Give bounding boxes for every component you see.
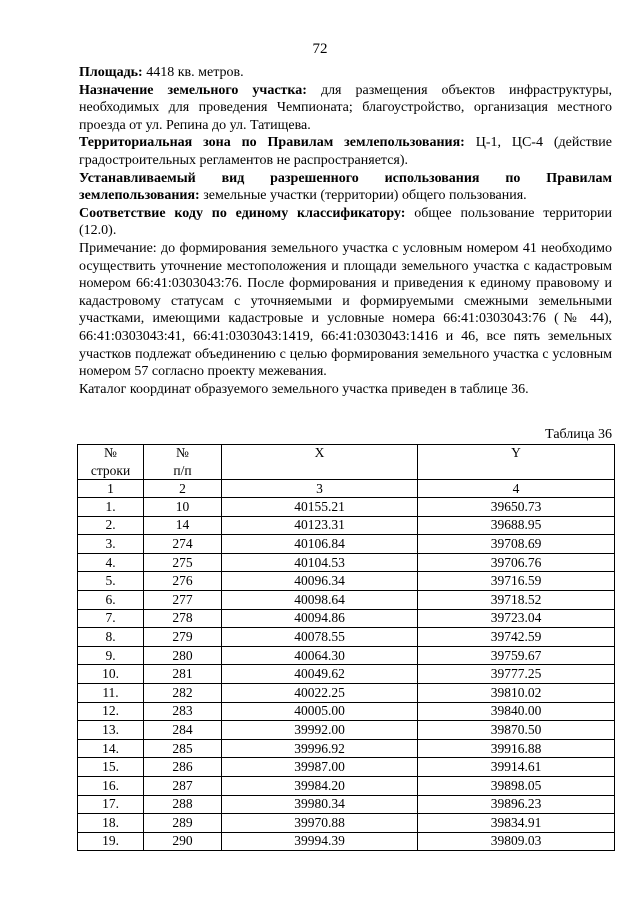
header-row-number-label: строки (78, 462, 144, 480)
point-number-cell: 278 (144, 609, 222, 628)
x-coordinate-cell: 40155.21 (222, 498, 418, 517)
row-number-cell: 6. (78, 590, 144, 609)
x-coordinate-cell: 40094.86 (222, 609, 418, 628)
area-value: 4418 кв. метров. (142, 65, 244, 80)
table-row (78, 498, 615, 517)
y-coordinate-cell: 39896.23 (418, 795, 615, 814)
header-point-number-symbol: № (144, 445, 222, 463)
point-number-cell: 288 (144, 795, 222, 814)
table-row (78, 721, 615, 740)
point-number-cell: 285 (144, 739, 222, 758)
row-number-cell: 3. (78, 535, 144, 554)
point-number-cell: 284 (144, 721, 222, 740)
y-coordinate-cell: 39840.00 (418, 702, 615, 721)
header-x: X (222, 445, 418, 480)
row-number-cell: 7. (78, 609, 144, 628)
page-number: 72 (312, 41, 328, 57)
x-coordinate-cell: 40022.25 (222, 683, 418, 702)
area-label: Площадь: (79, 65, 143, 80)
row-number-cell: 18. (78, 814, 144, 833)
row-number-cell: 17. (78, 795, 144, 814)
classifier-paragraph (79, 205, 612, 240)
point-number-cell: 274 (144, 535, 222, 554)
purpose-value: для размещения объектов инфраструктуры, необходимых для проведения Чемпионата; благоустройство, организация местного проезда от ул. Репина до ул. Татищева. (79, 82, 612, 133)
column-number: 3 (222, 480, 418, 498)
table-row (78, 590, 615, 609)
purpose-paragraph (79, 82, 612, 135)
table-row (78, 758, 615, 777)
y-coordinate-cell: 39650.73 (418, 498, 615, 517)
note-text: Примечание: до формирования земельного участка с условным номером 41 необходимо осуществить уточнение местоположения и площади земельного участка с кадастровым номером 66:41:0303043:76. После формирования и приведения к единому правовому и кадастровому статусам с уточняемыми и формируемыми смежными земельными участками, имеющими кадастровые и условные номера 66:41:0303043:76 (№ 44), 66:41:0303043:41, 66:41:0303043:1419, 66:41:0303043:1416 и 46, все пять земельных участков подлежат объединению с целью формирования земельного участка с условным номером 57 согласно проекту межевания. (79, 240, 612, 380)
column-number: 1 (78, 480, 144, 498)
zone-paragraph (79, 134, 612, 169)
column-number: 2 (144, 480, 222, 498)
x-coordinate-cell: 40104.53 (222, 553, 418, 572)
row-number-cell: 9. (78, 646, 144, 665)
x-coordinate-cell: 40049.62 (222, 665, 418, 684)
header-row-number-symbol: № (78, 445, 144, 463)
y-coordinate-cell: 39742.59 (418, 628, 615, 647)
row-number-cell: 5. (78, 572, 144, 591)
point-number-cell: 283 (144, 702, 222, 721)
row-number-cell: 15. (78, 758, 144, 777)
document-body (79, 64, 612, 398)
y-coordinate-cell: 39810.02 (418, 683, 615, 702)
x-coordinate-cell: 40078.55 (222, 628, 418, 647)
y-coordinate-cell: 39708.69 (418, 535, 615, 554)
header-point-number-label: п/п (144, 462, 222, 480)
column-number: 4 (418, 480, 615, 498)
catalog-text: Каталог координат образуемого земельного участка приведен в таблице 36. (79, 381, 529, 397)
table-row (78, 553, 615, 572)
point-number-cell: 280 (144, 646, 222, 665)
point-number-cell: 276 (144, 572, 222, 591)
x-coordinate-cell: 39980.34 (222, 795, 418, 814)
y-coordinate-cell: 39706.76 (418, 553, 615, 572)
x-coordinate-cell: 39970.88 (222, 814, 418, 833)
point-number-cell: 287 (144, 776, 222, 795)
table-header-row (78, 445, 615, 463)
table-row (78, 832, 615, 851)
table-row (78, 646, 615, 665)
table-row (78, 609, 615, 628)
x-coordinate-cell: 39992.00 (222, 721, 418, 740)
y-coordinate-cell: 39688.95 (418, 516, 615, 535)
row-number-cell: 16. (78, 776, 144, 795)
y-coordinate-cell: 39718.52 (418, 590, 615, 609)
row-number-cell: 19. (78, 832, 144, 851)
coordinates-table (77, 444, 615, 851)
x-coordinate-cell: 40106.84 (222, 535, 418, 554)
x-coordinate-cell: 40123.31 (222, 516, 418, 535)
point-number-cell: 282 (144, 683, 222, 702)
y-coordinate-cell: 39870.50 (418, 721, 615, 740)
x-coordinate-cell: 40005.00 (222, 702, 418, 721)
row-number-cell: 8. (78, 628, 144, 647)
catalog-paragraph (79, 381, 612, 399)
x-coordinate-cell: 39994.39 (222, 832, 418, 851)
x-coordinate-cell: 40096.34 (222, 572, 418, 591)
y-coordinate-cell: 39834.91 (418, 814, 615, 833)
row-number-cell: 2. (78, 516, 144, 535)
y-coordinate-cell: 39716.59 (418, 572, 615, 591)
y-coordinate-cell: 39723.04 (418, 609, 615, 628)
point-number-cell: 289 (144, 814, 222, 833)
table-row (78, 572, 615, 591)
row-number-cell: 1. (78, 498, 144, 517)
classifier-label: Соответствие коду по единому классификатору: (79, 205, 406, 221)
row-number-cell: 11. (78, 683, 144, 702)
table-caption: Таблица 36 (545, 427, 612, 442)
table-row (78, 683, 615, 702)
x-coordinate-cell: 39987.00 (222, 758, 418, 777)
row-number-cell: 12. (78, 702, 144, 721)
x-coordinate-cell: 39996.92 (222, 739, 418, 758)
table-row (78, 628, 615, 647)
area-paragraph (79, 64, 612, 82)
point-number-cell: 10 (144, 498, 222, 517)
table-row (78, 702, 615, 721)
zone-label: Территориальная зона по Правилам землепользования: (79, 135, 465, 151)
point-number-cell: 281 (144, 665, 222, 684)
y-coordinate-cell: 39809.03 (418, 832, 615, 851)
y-coordinate-cell: 39898.05 (418, 776, 615, 795)
point-number-cell: 279 (144, 628, 222, 647)
header-y: Y (418, 445, 615, 480)
x-coordinate-cell: 39984.20 (222, 776, 418, 795)
table-row (78, 535, 615, 554)
point-number-cell: 286 (144, 758, 222, 777)
classifier-value: общее пользование территории (12.0). (79, 205, 612, 239)
row-number-cell: 13. (78, 721, 144, 740)
table-row (78, 776, 615, 795)
usage-value: земельные участки (территории) общего пользования. (199, 188, 527, 204)
table-row (78, 665, 615, 684)
table-row (78, 795, 615, 814)
usage-paragraph (79, 170, 612, 205)
x-coordinate-cell: 40098.64 (222, 590, 418, 609)
table-row (78, 814, 615, 833)
row-number-cell: 10. (78, 665, 144, 684)
y-coordinate-cell: 39914.61 (418, 758, 615, 777)
point-number-cell: 275 (144, 553, 222, 572)
zone-value: Ц-1, ЦС-4 (действие градостроительных регламентов не распространяется). (79, 135, 612, 168)
row-number-cell: 14. (78, 739, 144, 758)
point-number-cell: 14 (144, 516, 222, 535)
point-number-cell: 277 (144, 590, 222, 609)
note-paragraph (79, 240, 612, 381)
table-body (78, 498, 615, 851)
x-coordinate-cell: 40064.30 (222, 646, 418, 665)
usage-label: Устанавливаемый вид разрешенного использования по Правилам землепользования: (79, 170, 612, 204)
y-coordinate-cell: 39759.67 (418, 646, 615, 665)
table-row (78, 516, 615, 535)
y-coordinate-cell: 39777.25 (418, 665, 615, 684)
table-row (78, 739, 615, 758)
y-coordinate-cell: 39916.88 (418, 739, 615, 758)
purpose-label: Назначение земельного участка: (79, 82, 307, 98)
point-number-cell: 290 (144, 832, 222, 851)
row-number-cell: 4. (78, 553, 144, 572)
column-number-row (78, 480, 615, 498)
